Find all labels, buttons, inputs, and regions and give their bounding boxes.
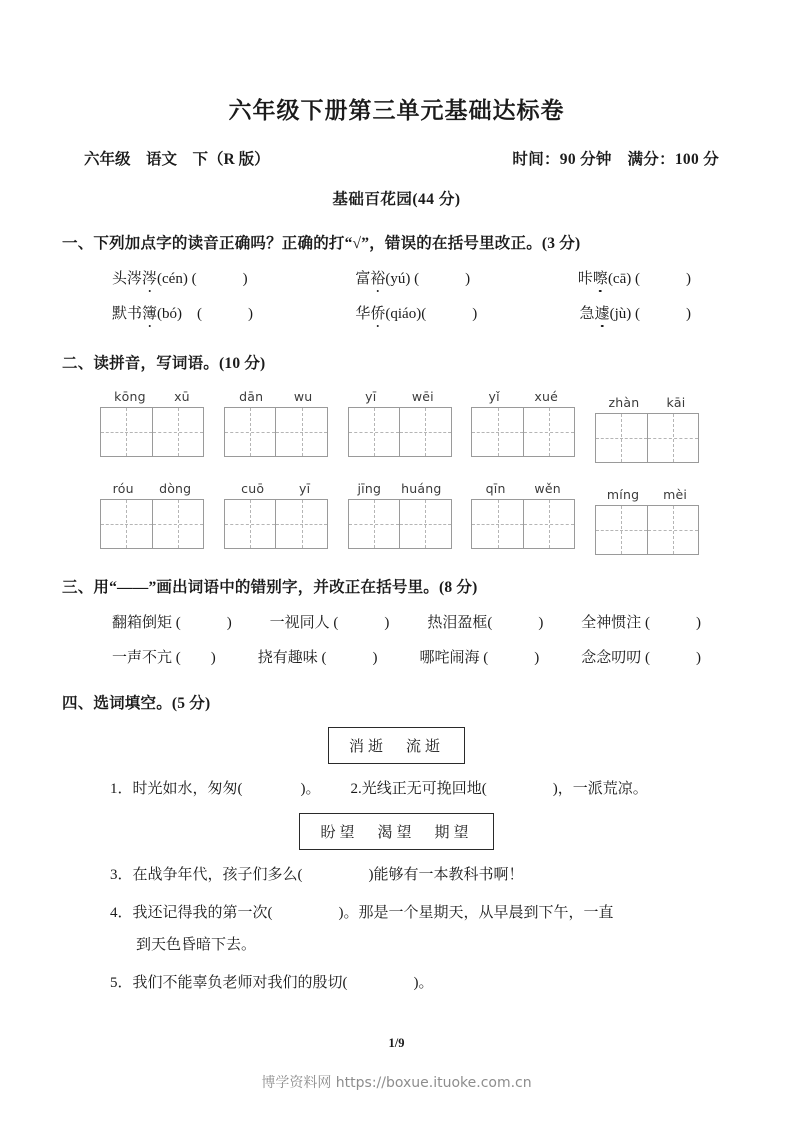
question-3-row-1 xyxy=(62,611,731,632)
pinyin-syllable: wěn xyxy=(534,481,561,496)
pinyin-labels xyxy=(471,389,575,404)
tianzige-cell[interactable] xyxy=(647,414,699,462)
pron-dotted-char: 侨 xyxy=(370,302,385,323)
question-1-row-1 xyxy=(62,267,731,288)
grade-subject-label: 六年级 语文 下（R 版） xyxy=(84,151,270,168)
idiom-text: 一视同人 xyxy=(269,615,330,631)
question-1-row-2 xyxy=(62,302,731,323)
pinyin-syllable: yī xyxy=(365,389,377,404)
pron-pinyin: (qiáo) xyxy=(385,306,422,322)
pinyin-syllable: míng xyxy=(606,487,640,502)
watermark-text: 博学资料网 https://boxue.ituoke.com.cn xyxy=(261,1075,532,1091)
pinyin-group xyxy=(471,389,575,463)
pinyin-labels xyxy=(348,389,452,404)
tianzige-box[interactable] xyxy=(100,499,204,549)
pinyin-syllable: róu xyxy=(112,481,134,496)
pinyin-labels xyxy=(595,395,699,410)
question-1-text: 一、下列加点字的读音正确吗？正确的打“√”，错误的在括号里改正。 xyxy=(62,235,542,252)
pron-item: 头涔涔(cén) ( ) xyxy=(112,267,248,288)
pinyin-group xyxy=(224,481,328,555)
item-3-end: )能够有一本教科书啊！ xyxy=(368,867,524,884)
tianzige-cell[interactable] xyxy=(349,500,400,548)
tianzige-box[interactable] xyxy=(471,407,575,457)
pinyin-syllable: xué xyxy=(534,389,558,404)
page-number: 1/9 xyxy=(388,1036,405,1050)
pron-dotted-char: 嚓 xyxy=(593,267,608,288)
pinyin-syllable: huáng xyxy=(401,481,442,496)
item-1-text: 1．时光如水，匆匆( xyxy=(110,781,243,797)
question-2-points: (10 分) xyxy=(219,355,266,372)
wrong-char-item: 哪咤闹海 ( ) xyxy=(419,650,540,666)
wordbank-2: 盼望 渴望 期望 xyxy=(299,813,493,850)
tianzige-cell[interactable] xyxy=(225,408,276,456)
tianzige-cell[interactable] xyxy=(472,408,523,456)
tianzige-box[interactable] xyxy=(224,407,328,457)
wrong-char-item: 全神惯注 ( ) xyxy=(581,615,701,631)
pron-item: 默书簿(bó) ( ) xyxy=(112,302,253,323)
pinyin-group xyxy=(100,389,204,463)
pinyin-labels xyxy=(100,481,204,496)
pinyin-group xyxy=(595,395,699,463)
pinyin-group xyxy=(100,481,204,555)
item-4-end: )。那是一个星期天，从早晨到下午，一直 xyxy=(338,904,614,921)
pron-pre: 富 xyxy=(355,271,371,287)
question-4-text: 四、选词填空。 xyxy=(62,695,172,712)
pinyin-group xyxy=(595,487,699,555)
question-4-item-5 xyxy=(62,972,731,995)
tianzige-cell[interactable] xyxy=(647,506,699,554)
tianzige-box[interactable] xyxy=(348,407,452,457)
pinyin-syllable: dòng xyxy=(159,481,192,496)
question-4-item-3 xyxy=(62,864,731,887)
question-3-heading xyxy=(62,575,731,597)
question-2-heading xyxy=(62,351,731,373)
idiom-text: 哪咤闹海 xyxy=(419,650,480,666)
item-2-text: 2.光线正无可挽回地( xyxy=(350,781,487,797)
tianzige-box[interactable] xyxy=(224,499,328,549)
pron-item: 华侨(qiáo)( ) xyxy=(355,302,477,323)
wrong-char-item: 一声不亢 ( ) xyxy=(112,650,216,666)
pinyin-labels xyxy=(595,487,699,502)
wordbank-1: 消逝 流逝 xyxy=(328,727,465,764)
pron-pinyin: (cā) xyxy=(607,271,632,287)
question-4-points: (5 分) xyxy=(171,695,211,712)
pron-dotted-char: 裕 xyxy=(370,267,385,288)
pron-pinyin: (bó) xyxy=(157,306,183,322)
question-3-text: 三、用“——”画出词语中的错别字，并改正在括号里。 xyxy=(62,579,440,596)
pron-pinyin: (yú) xyxy=(385,271,411,287)
pinyin-syllable: yī xyxy=(299,481,311,496)
question-1-points: (3 分) xyxy=(541,235,581,252)
wrong-char-item: 挠有趣味 ( ) xyxy=(257,650,378,666)
wrong-char-item: 热泪盈框( ) xyxy=(427,615,544,631)
pron-item: 咔嚓(cā) ( ) xyxy=(578,267,691,288)
idiom-text: 念念叨叨 xyxy=(581,650,642,666)
pron-dotted-char: 簿 xyxy=(142,302,157,323)
pron-pre: 默书 xyxy=(112,306,143,322)
pron-dotted-char: 遽 xyxy=(595,302,610,323)
pinyin-labels xyxy=(348,481,452,496)
pinyin-group xyxy=(348,389,452,463)
idiom-text: 翻箱倒矩 xyxy=(112,615,173,631)
pinyin-syllable: cuō xyxy=(241,481,265,496)
tianzige-box[interactable] xyxy=(595,505,699,555)
pron-pre: 头涔 xyxy=(112,271,143,287)
tianzige-cell[interactable] xyxy=(275,500,327,548)
pinyin-syllable: kāi xyxy=(666,395,686,410)
tianzige-cell[interactable] xyxy=(399,408,451,456)
tianzige-cell[interactable] xyxy=(275,408,327,456)
pinyin-syllable: xū xyxy=(174,389,190,404)
pron-item: 急遽(jù) ( ) xyxy=(580,302,691,323)
pinyin-labels xyxy=(224,389,328,404)
idiom-text: 热泪盈框 xyxy=(427,615,488,631)
tianzige-cell[interactable] xyxy=(101,500,152,548)
question-4-heading xyxy=(62,691,731,713)
pron-pinyin: (cén) xyxy=(157,271,188,287)
time-score-label: 时间：90 分钟 满分：100 分 xyxy=(512,151,719,168)
pron-item: 富裕(yú) ( ) xyxy=(355,267,470,288)
question-4-item-1 xyxy=(62,778,731,801)
wrong-char-item: 翻箱倒矩 ( ) xyxy=(112,615,232,631)
tianzige-cell[interactable] xyxy=(152,408,204,456)
item-3-text: 3．在战争年代，孩子们多么( xyxy=(110,867,303,884)
idiom-text: 全神惯注 xyxy=(581,615,642,631)
pinyin-syllable: zhàn xyxy=(608,395,640,410)
pinyin-row-2 xyxy=(62,481,731,555)
question-3-row-2 xyxy=(62,646,731,667)
tianzige-box[interactable] xyxy=(471,499,575,549)
pinyin-labels xyxy=(100,389,204,404)
tianzige-cell[interactable] xyxy=(349,408,400,456)
pinyin-row-1 xyxy=(62,389,731,463)
pron-pre: 华 xyxy=(355,306,371,322)
item-5-end: )。 xyxy=(413,974,434,991)
tianzige-cell[interactable] xyxy=(225,500,276,548)
question-4-item-4 xyxy=(62,902,731,925)
pinyin-syllable: dān xyxy=(239,389,264,404)
pinyin-syllable: yǐ xyxy=(488,389,500,404)
subject-meta-row xyxy=(62,147,731,169)
pron-dotted-char: 涔 xyxy=(142,267,157,288)
tianzige-cell[interactable] xyxy=(472,500,523,548)
wordbank-2-wrap xyxy=(62,813,731,850)
pinyin-syllable: wēi xyxy=(411,389,434,404)
wrong-char-item: 念念叨叨 ( ) xyxy=(581,650,701,666)
pinyin-syllable: mèi xyxy=(663,487,688,502)
pinyin-syllable: qīn xyxy=(485,481,506,496)
wordbank-1-wrap xyxy=(62,727,731,764)
pron-pre: 咔 xyxy=(577,271,593,287)
tianzige-box[interactable] xyxy=(100,407,204,457)
pron-pinyin: (jù) xyxy=(609,306,632,322)
item-1-end: )。 xyxy=(300,781,321,797)
tianzige-box[interactable] xyxy=(348,499,452,549)
tianzige-cell[interactable] xyxy=(152,500,204,548)
pinyin-group xyxy=(224,389,328,463)
pinyin-grid-section xyxy=(62,389,731,555)
pinyin-syllable: wu xyxy=(293,389,313,404)
pinyin-group xyxy=(471,481,575,555)
pinyin-group xyxy=(348,481,452,555)
idiom-text: 挠有趣味 xyxy=(257,650,318,666)
question-2-text: 二、读拼音，写词语。 xyxy=(62,355,220,372)
tianzige-cell[interactable] xyxy=(596,506,647,554)
question-1-heading xyxy=(62,231,731,253)
wrong-char-item: 一视同人 ( ) xyxy=(269,615,390,631)
pron-pre: 急 xyxy=(579,306,595,322)
pinyin-syllable: jīng xyxy=(357,481,382,496)
section-banner: 基础百花园(44 分) xyxy=(332,191,461,208)
question-4-item-4-continued: 到天色昏暗下去。 xyxy=(136,936,257,953)
item-2-end: )，一派荒凉。 xyxy=(552,781,648,797)
tianzige-cell[interactable] xyxy=(399,500,451,548)
tianzige-box[interactable] xyxy=(595,413,699,463)
item-5-text: 5．我们不能辜负老师对我们的殷切( xyxy=(110,974,348,991)
item-4-text: 4．我还记得我的第一次( xyxy=(110,904,273,921)
tianzige-cell[interactable] xyxy=(523,500,575,548)
tianzige-cell[interactable] xyxy=(101,408,152,456)
page-title: 六年级下册第三单元基础达标卷 xyxy=(228,98,565,123)
tianzige-cell[interactable] xyxy=(596,414,647,462)
pinyin-syllable: kōng xyxy=(114,389,146,404)
tianzige-cell[interactable] xyxy=(523,408,575,456)
pinyin-labels xyxy=(471,481,575,496)
idiom-text: 一声不亢 xyxy=(112,650,173,666)
pinyin-labels xyxy=(224,481,328,496)
question-3-points: (8 分) xyxy=(439,579,478,596)
